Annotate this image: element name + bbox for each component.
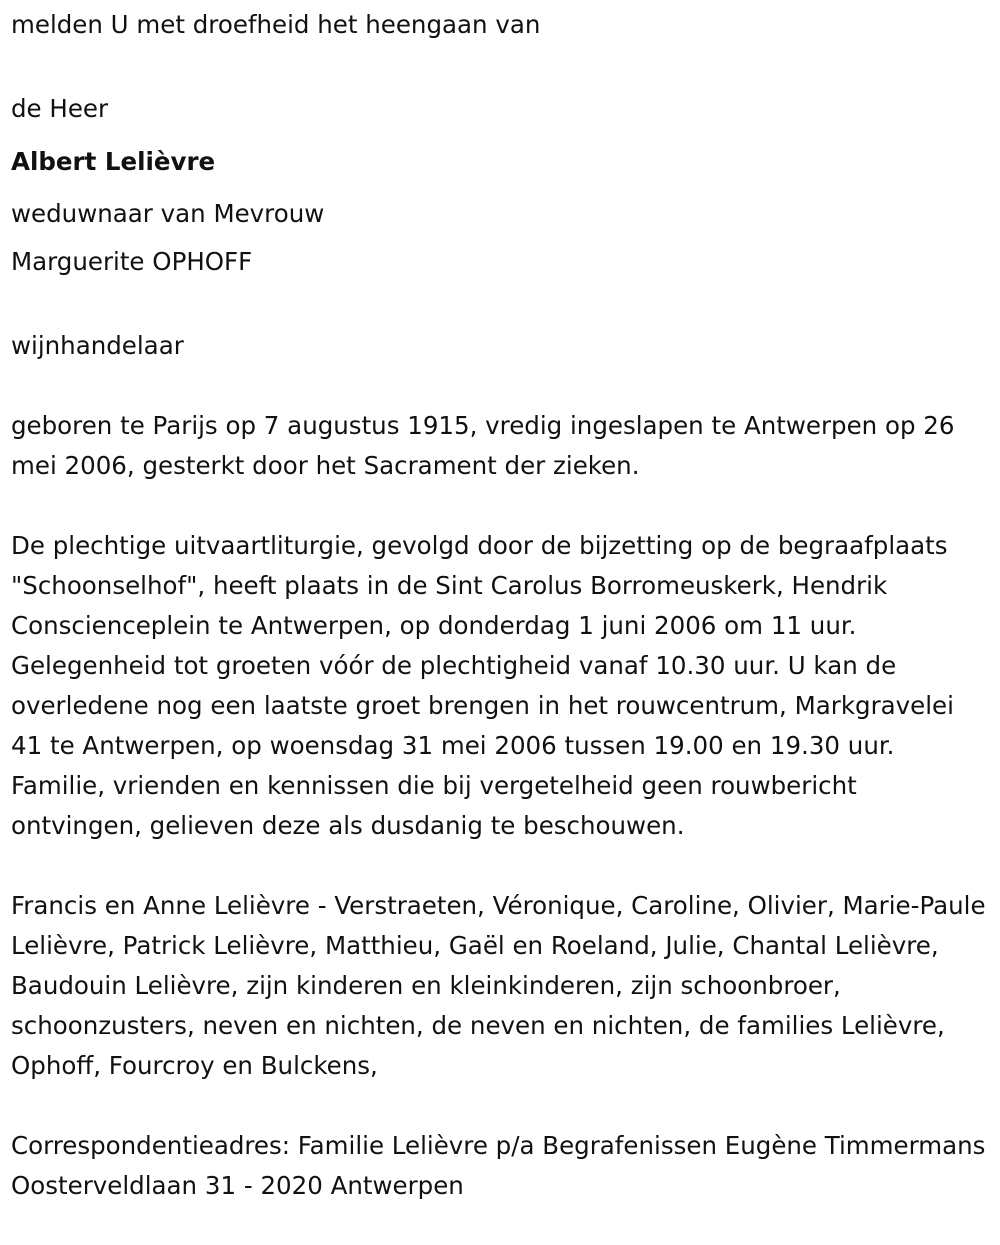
intro-text: melden U met droefheid het heengaan van — [11, 10, 541, 39]
spacer — [11, 366, 991, 406]
correspondence-address: Correspondentieadres: Familie Lelièvre p/a Begrafenissen Eugène Timmermans Oosterveldlaan 31 - 2020 Antwerpen — [11, 1131, 986, 1200]
death-notice — [11, 5, 991, 1206]
spouse-line: weduwnaar van Mevrouw — [11, 199, 325, 228]
spacer — [11, 846, 991, 886]
spacer — [11, 486, 991, 526]
salutation: de Heer — [11, 94, 109, 123]
funeral-details-paragraph: De plechtige uitvaartliturgie, gevolgd door de bijzetting op de begraafplaats "Schoonselhof", heeft plaats in de Sint Carolus Borromeuskerk, Hendrik Conscienceplein te Antwerpen, op donderdag 1 juni 2006 om 11 uur. Gelegenheid tot groeten vóór de plechtigheid vanaf 10.30 uur. U kan de overledene nog een laatste groet brengen in het rouwcentrum, Markgravelei 41 te Antwerpen, op woensdag 31 mei 2006 tussen 19.00 en 19.30 uur. Familie, vrienden en kennissen die bij vergetelheid geen rouwbericht ontvingen, gelieven deze als dusdanig te beschouwen. — [11, 531, 954, 840]
spacer — [11, 1086, 991, 1126]
family-paragraph: Francis en Anne Lelièvre - Verstraeten, Véronique, Caroline, Olivier, Marie-Paule Lelièvre, Patrick Lelièvre, Matthieu, Gaël en Roeland, Julie, Chantal Lelièvre, Baudouin Lelièvre, zijn kinderen en kleinkinderen, zijn schoonbroer, schoonzusters, neven en nichten, de neven en nichten, de families Lelièvre, Ophoff, Fourcroy en Bulckens, — [11, 891, 986, 1080]
birth-death-paragraph: geboren te Parijs op 7 augustus 1915, vredig ingeslapen te Antwerpen op 26 mei 2006, gesterkt door het Sacrament der zieken. — [11, 411, 955, 480]
spouse-name: Marguerite OPHOFF — [11, 247, 253, 276]
occupation: wijnhandelaar — [11, 331, 184, 360]
spacer — [11, 286, 991, 326]
spacer — [11, 45, 991, 85]
deceased-name: Albert Lelièvre — [11, 147, 216, 176]
